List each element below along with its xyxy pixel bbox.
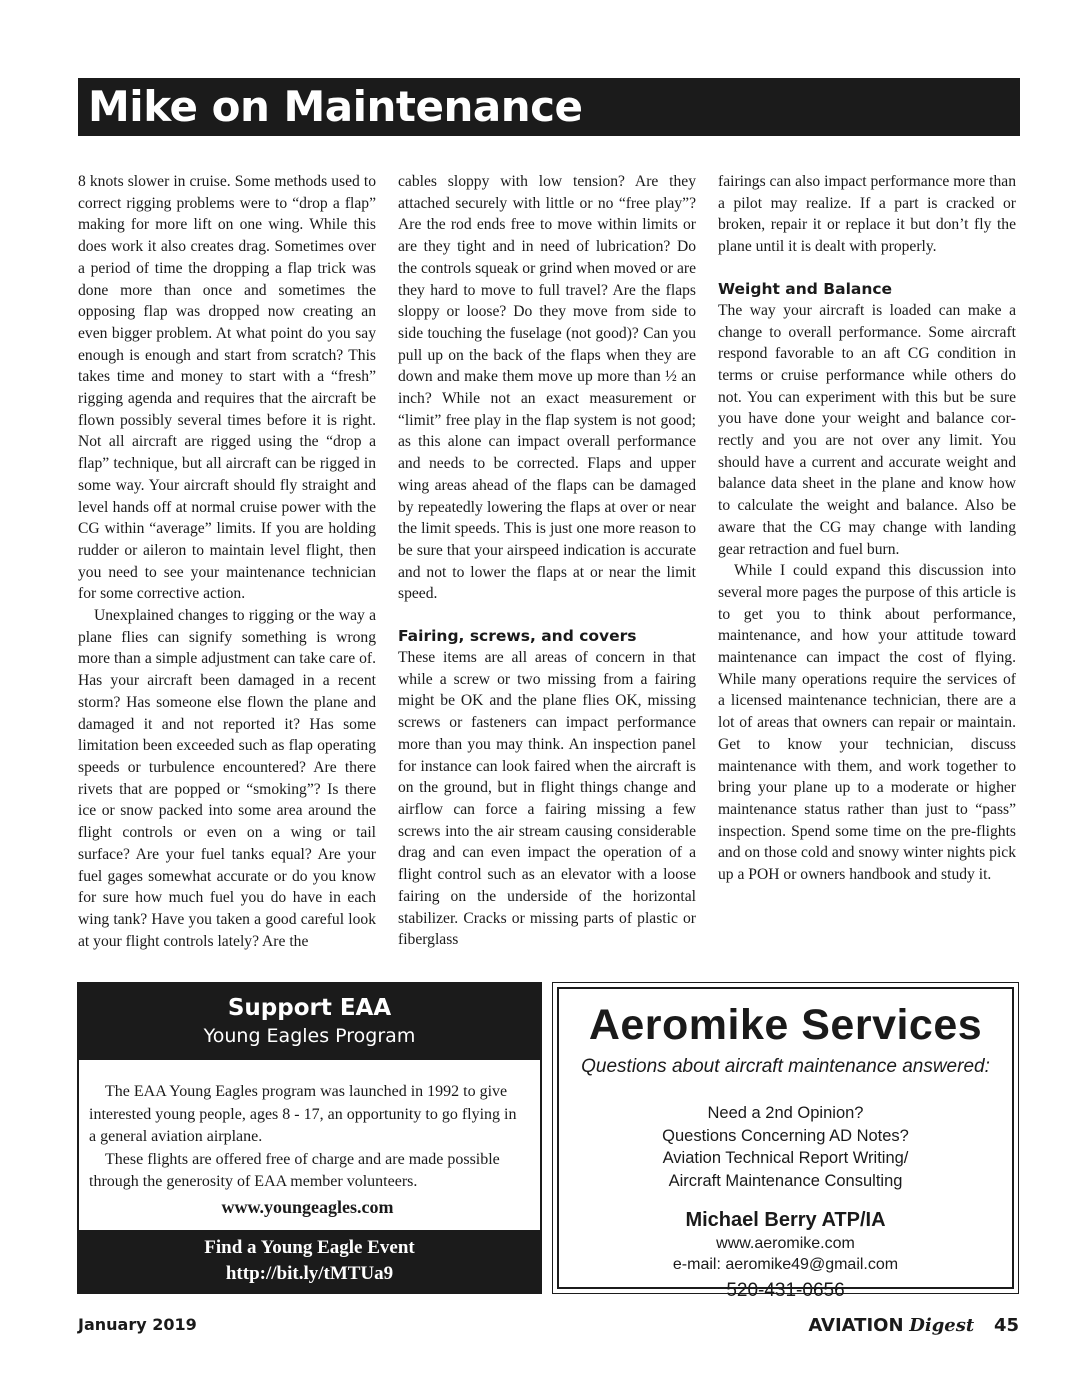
subheading-weight-balance: Weight and Balance — [718, 279, 893, 298]
article-paragraph: 8 knots slower in cruise. Some methods used to correct rigging problems were to “drop a flap” making for more lift on one wing. While this does work it also creates drag. Sometimes over a period of time the dropping a flap trick was done more than once and sometimes the opposing flap was dropped now creating an even bigger problem. At what point do you say enough is enough and start from scratch? This takes time and money to start with a “fresh” rigging agenda and requires that the aircraft be flown possibly several times before it is right. Not all aircraft are rigged using the “drop a flap” technique, but all aircraft can be rigged in some way. Your aircraft should fly straight and level hands off at normal cruise power with the CG within “average” limits. If you are holding rudder or aileron to maintain level flight, then you need to see your maintenance technician for some corrective action. — [78, 173, 376, 603]
young-eagles-paragraph: The EAA Young Eagles program was launched in 1992 to give interested young people, ages 8 - 17, an opportunity to go flying in a general aviation airplane. — [89, 1083, 517, 1145]
aeromike-ad-inner — [557, 987, 1014, 1301]
article-column-3 — [718, 171, 1016, 886]
young-eagles-header — [79, 984, 540, 1060]
young-eagles-cta-link[interactable]: http://bit.ly/tMTUa9 — [225, 1263, 394, 1284]
aeromike-title: Aeromike Services — [588, 1001, 983, 1049]
aeromike-phone: 520-431-0656 — [726, 1280, 845, 1301]
aeromike-service-item: Aircraft Maintenance Consulting — [668, 1171, 903, 1190]
footer-date: January 2019 — [78, 1315, 197, 1334]
article-paragraph: While I could expand this discussion into several more pages the purpose of this article is to get you to think about performance, maintenance, and how your attitude toward maintenance can impact the cost of flying. While many operations require the services of a licensed maintenance technician, there are a lot of areas that owners can repair or maintain. Get to know your technician, discuss maintenance with them, and work together to bring your plane up to a moderate or higher maintenance status rather than just to “pass” inspection. Spend some time on the pre-flights and on those cold and snowy winter nights pick up a POH or owners handbook and study it. — [718, 562, 1016, 884]
article-paragraph: cables sloppy with low tension? Are they attached securely with little or no “free play”? Are the rod ends free to move within limits or are they tight and in need of lubrication? Do the controls squeak or grind when moved or are they hard to move to full travel? Are the flaps sloppy or loose? Do they move from side to side touching the fuselage (not good)? Can you pull up on the back of the flaps when they are down and make them move up more than ½ an inch? While not an exact measurement or “limit” free play in the flap system is not good; as this alone can impact overall performance and needs to be corrected. Flaps and upper wing areas ahead of the flaps can be damaged by repeatedly lowering the flaps at over or near the limit speeds. This is just one more reason to be sure that your airspeed indication is accurate and not to lower the flaps at or near the limit speed. — [398, 173, 696, 603]
article-paragraph: These items are all areas of concern in that while a screw or two missing from a fairing might be OK and the plane flies OK, missing screws or fasteners can impact performance more than you may think. An inspection panel for instance can look faired when the aircraft is on the ground, but in flight things change and airflow can force a fairing missing a few screws into the air stream causing considerable drag and can even impact the operation of a flight control such as an elevator with a loose fairing on the underside of the horizontal stabilizer. Cracks or missing parts of plastic or fiberglass — [398, 649, 696, 949]
aeromike-contact-name: Michael Berry ATP/IA — [685, 1209, 886, 1231]
section-title-banner: Mike on Maintenance — [78, 78, 1020, 136]
footer-publication — [808, 1314, 1019, 1338]
young-eagles-paragraph: These flights are offered free of charge and are made possible through the generosity of EAA member volunteers. — [89, 1150, 500, 1190]
subheading-fairing: Fairing, screws, and covers — [398, 627, 637, 646]
aeromike-service-item: Need a 2nd Opinion? — [707, 1104, 864, 1122]
publication-name-italic: Digest — [909, 1315, 975, 1336]
young-eagles-title: Support EAA — [227, 995, 392, 1021]
young-eagles-ad — [77, 982, 542, 1294]
aeromike-email-link[interactable]: e-mail: aeromike49@gmail.com — [672, 1256, 899, 1273]
young-eagles-website-link[interactable]: www.youngeagles.com — [221, 1196, 394, 1217]
article-column-1 — [78, 171, 376, 952]
article-paragraph: Unexplained changes to rigging or the way a plane flies can signify something is wrong more than a simple adjustment can take care of. Has your aircraft been damaged in a recent storm? Has someone else flown the plane and damaged it and not reported it? Has some limitation been exceeded such as flap operating speeds or turbulence encountered? Are there rivets that are popped or “smoking”? Is there ice or snow packed into some area around the flight controls or even on a wing or tail surface? Are your fuel tanks equal? Are your fuel gages somewhat accurate or do you know for sure how much fuel you do have in each wing tank? Have you taken a good careful look at your flight controls lately? Are the — [78, 607, 376, 950]
page-number: 45 — [993, 1315, 1019, 1336]
young-eagles-subtitle: Young Eagles Program — [203, 1025, 416, 1047]
young-eagles-footer — [79, 1230, 540, 1292]
aeromike-service-item: Questions Concerning AD Notes? — [662, 1126, 909, 1145]
young-eagles-body — [79, 1060, 540, 1217]
young-eagles-cta: Find a Young Eagle Event — [204, 1237, 415, 1258]
aeromike-service-item: Aviation Technical Report Writing/ — [662, 1149, 909, 1167]
article-paragraph: The way your aircraft is loaded can make a change to overall performance. Some aircraft respond favorable to an aft CG condition in terms or cruise performance while others do not. You can experiment with this but be sure you have done your weight and balance correctly and you are not over any limit. You should have a current and accurate weight and balance data sheet in the plane and know how to calculate the weight and balance. Also be aware that the CG may change with landing gear retraction and fuel burn. — [718, 301, 1016, 558]
aeromike-website-link[interactable]: www.aeromike.com — [716, 1235, 855, 1252]
publication-name: AVIATION — [808, 1315, 904, 1336]
article-paragraph: fairings can also impact performance more than a pilot may realize. If a part is cracked or broken, repair it or replace it but don’t fly the plane until it is dealt with properly. — [718, 173, 1016, 256]
aeromike-ad — [552, 982, 1019, 1301]
aeromike-services-list — [559, 1102, 1012, 1192]
article-column-2 — [398, 171, 696, 951]
aeromike-tagline: Questions about aircraft maintenance answered: — [581, 1056, 990, 1077]
